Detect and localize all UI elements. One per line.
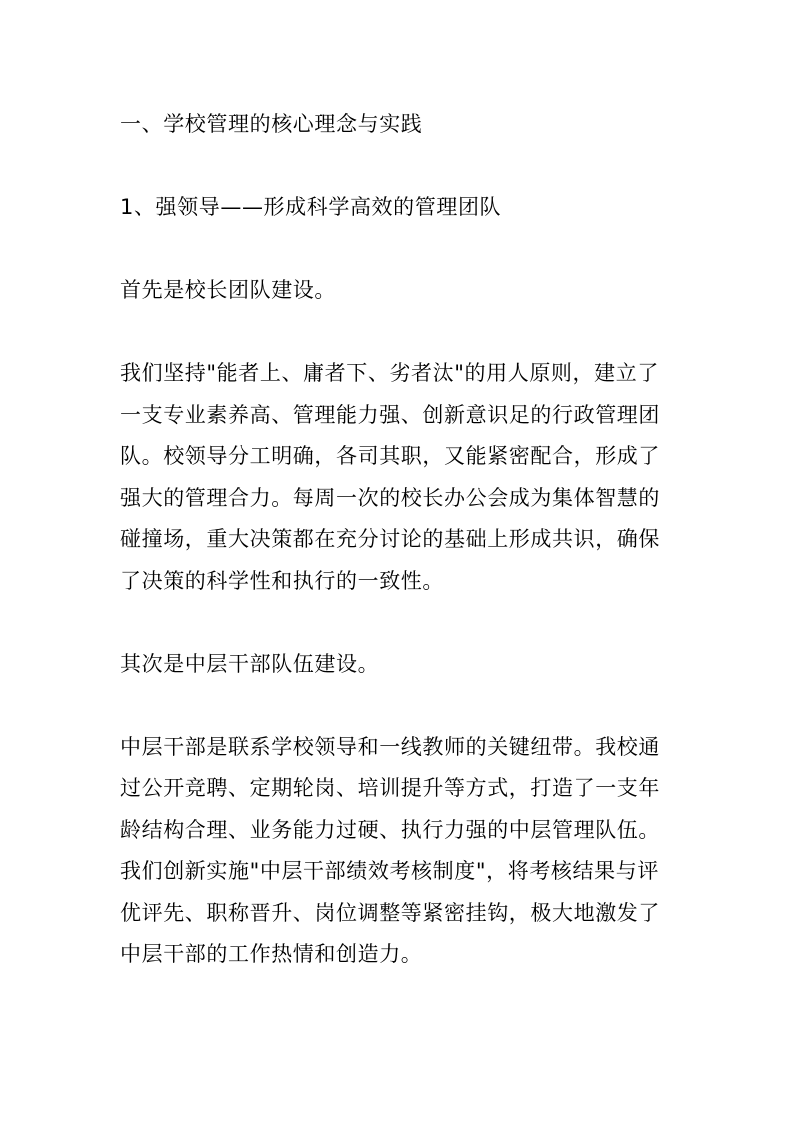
- section-2-title: 其次是中层干部队伍建设。: [120, 651, 380, 676]
- section-1-title: 首先是校长团队建设。: [120, 278, 336, 302]
- heading-level-1: 一、学校管理的核心理念与实践: [120, 112, 423, 136]
- heading-level-2: 1、强领导——形成科学高效的管理团队: [120, 195, 502, 219]
- document-content: [120, 104, 680, 1017]
- section-1-body: 我们坚持"能者上、庸者下、劣者汰"的用人原则，建立了一支专业素养高、管理能力强、创新意识足的行政管理团队。校领导分工明确，各司其职，又能紧密配合，形成了强大的管理合力。每周一次的校长办公会成为集体智慧的碰撞场，重大决策都在充分讨论的基础上形成共识，确保了决策的科学性和执行的一致性。: [120, 361, 660, 593]
- section-2-body: 中层干部是联系学校领导和一线教师的关键纽带。我校通过公开竞聘、定期轮岗、培训提升等方式，打造了一支年龄结构合理、业务能力过硬、执行力强的中层管理队伍。我们创新实施"中层干部绩效考核制度"，将考核结果与评优评先、职称晋升、岗位调整等紧密挂钩，极大地激发了中层干部的工作热情和创造力。: [120, 734, 660, 966]
